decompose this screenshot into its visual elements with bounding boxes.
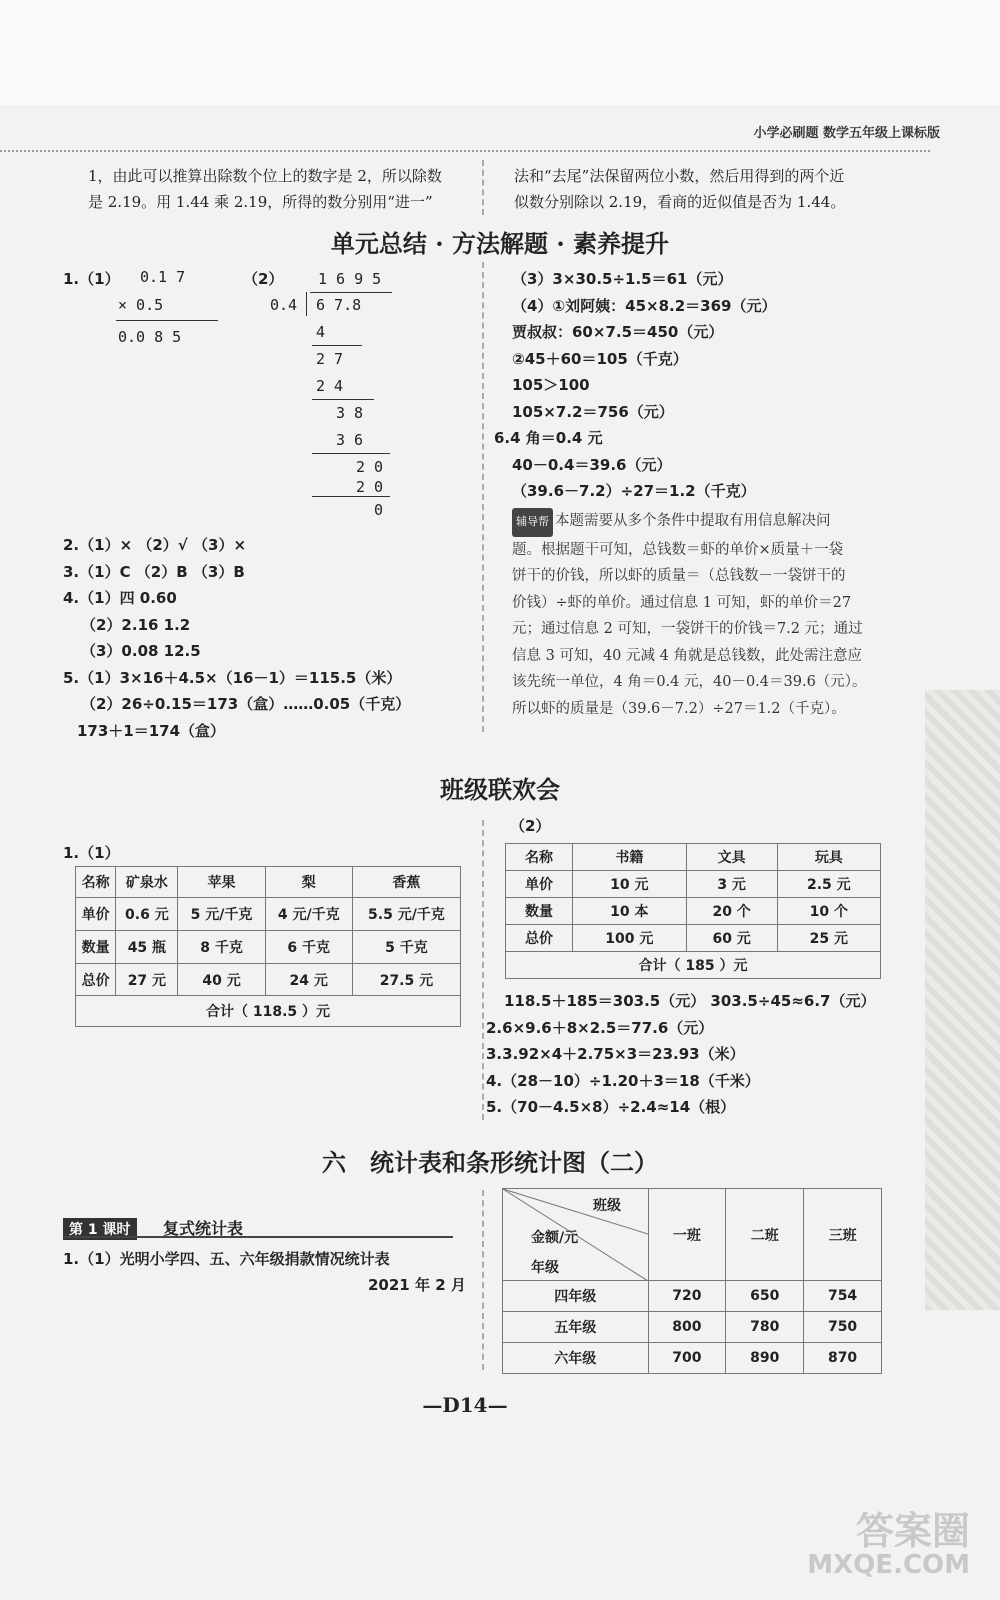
q1-text: 1.（1）光明小学四、五、六年级捐款情况统计表: [63, 1250, 390, 1268]
div-step: 4: [316, 323, 326, 341]
lesson-underline: [63, 1236, 453, 1238]
q2-label: （2）: [510, 817, 551, 835]
top-blank-band: [0, 0, 1000, 105]
table-row: [503, 1312, 882, 1343]
lesson-badge: 第 1 课时: [63, 1218, 137, 1240]
table-row: [506, 898, 881, 925]
table-row: [503, 1343, 882, 1374]
table-cell: 总价: [506, 925, 573, 952]
table-cell: 5 千克: [352, 931, 460, 964]
table-cell: 780: [726, 1312, 804, 1343]
text-line: 似数分别除以 2.19，看商的近似值是否为 1.44。: [514, 193, 846, 211]
table-cell: 书籍: [573, 844, 687, 871]
tip-line: 该先统一单位，4 角＝0.4 元，40－0.4＝39.6（元）。: [512, 674, 867, 690]
table-date: 2021 年 2 月: [368, 1276, 466, 1294]
price-table-2: [505, 843, 881, 979]
tip-line-first: [512, 508, 867, 537]
table-cell: 890: [726, 1343, 804, 1374]
answer-line: （2）26÷0.15＝173（盒）……0.05（千克）: [81, 695, 411, 713]
table-cell: 8 千克: [178, 931, 265, 964]
column-divider: [482, 1190, 484, 1370]
table-cell: 香蕉: [352, 867, 460, 898]
page-number: —D14—: [422, 1393, 508, 1417]
div-quotient: 1 6 9 5: [318, 270, 382, 288]
table-cell: 数量: [76, 931, 116, 964]
answer-line: 2.6×9.6＋8×2.5＝77.6（元）: [486, 1018, 714, 1037]
table-total: 合计（ 118.5 ）元: [76, 996, 461, 1027]
table-cell: 单价: [506, 871, 573, 898]
section2-answers: [486, 988, 875, 1121]
header-divider: [0, 150, 930, 152]
answer-line: （2）2.16 1.2: [81, 615, 191, 634]
table-cell: 5 元/千克: [178, 898, 265, 931]
right-answers: [494, 266, 776, 505]
mult-result: 0.0 8 5: [118, 328, 182, 346]
table-cell: 三班: [804, 1189, 882, 1281]
table-cell: 2.5 元: [777, 871, 880, 898]
table-row: [506, 844, 881, 871]
table-cell: 750: [804, 1312, 882, 1343]
table-cell: 五年级: [503, 1312, 649, 1343]
left-answers: [63, 532, 410, 744]
div-step: 0: [374, 501, 384, 519]
section-title-statistics: 六 统计表和条形统计图（二）: [322, 1148, 658, 1177]
column-divider: [482, 820, 484, 1120]
table-row: [506, 871, 881, 898]
tip-line: 价钱）÷虾的单价。通过信息 1 可知，虾的单价＝27: [512, 594, 852, 611]
table-cell: 754: [804, 1281, 882, 1312]
table-row: [76, 898, 461, 931]
table-cell: 矿泉水: [116, 867, 178, 898]
table-cell: 梨: [265, 867, 352, 898]
table-cell: 27 元: [116, 964, 178, 996]
lesson-title: 复式统计表: [163, 1219, 244, 1238]
table-cell: 六年级: [503, 1343, 649, 1374]
header-grade-label: 年级: [531, 1260, 559, 1276]
table-cell: 40 元: [178, 964, 265, 996]
table-cell: 四年级: [503, 1281, 649, 1312]
watermark-url: MXQE.COM: [807, 1550, 970, 1580]
table-cell: 玩具: [777, 844, 880, 871]
table-corner-cell: [503, 1189, 649, 1281]
answer-line: （3）3×30.5÷1.5＝61（元）: [512, 270, 733, 288]
tip-line: 饼干的价钱，所以虾的质量＝（总钱数－一袋饼干的: [512, 568, 846, 584]
text-line: 1，由此可以推算出除数个位上的数字是 2，所以除数: [88, 167, 442, 185]
table-cell: 720: [648, 1281, 726, 1312]
tip-line: 元；通过信息 2 可知，一袋饼干的价钱＝7.2 元；通过: [512, 621, 863, 637]
book-title: 小学必刷题 数学五年级上课标版: [753, 126, 940, 141]
mult-mid: × 0.5: [118, 296, 164, 314]
table-cell: 20 个: [686, 898, 777, 925]
table-row: [506, 925, 881, 952]
table-cell: 650: [726, 1281, 804, 1312]
div-rule: [312, 496, 390, 497]
table-cell: 总价: [76, 964, 116, 996]
table-cell: 4 元/千克: [265, 898, 352, 931]
answer-line: 6.4 角＝0.4 元: [494, 429, 603, 447]
table-cell: 25 元: [777, 925, 880, 952]
q1-label: 1.（1）: [63, 270, 120, 288]
table-cell: 3 元: [686, 871, 777, 898]
tip-line: 信息 3 可知，40 元减 4 角就是总钱数，此处需注意应: [512, 647, 862, 664]
answer-line: 3.3.92×4＋2.75×3＝23.93（米）: [486, 1045, 745, 1063]
watermark-logo: 答案圈: [855, 1509, 970, 1553]
header-amount-label: 金额/元: [531, 1230, 579, 1246]
table-cell: 6 千克: [265, 931, 352, 964]
table-cell: 0.6 元: [116, 898, 178, 931]
div-step: 2 4: [316, 377, 344, 395]
top-left-text: [88, 163, 442, 215]
div-step: 2 7: [316, 350, 344, 368]
mult-rule: [116, 320, 218, 321]
text-line: 法和“去尾”法保留两位小数，然后用得到的两个近: [514, 167, 845, 185]
table-cell: 名称: [506, 844, 573, 871]
answer-line: 5.（70－4.5×8）÷2.4≈14（根）: [486, 1098, 736, 1116]
mult-top: 0.1 7: [140, 268, 186, 286]
div-dividend: 6 7.8: [316, 296, 362, 314]
donation-table: [502, 1188, 882, 1374]
price-table-1: [75, 866, 461, 1027]
answer-line: 2.（1）× （2）√ （3）×: [63, 536, 247, 554]
div-divisor: 0.4: [270, 296, 298, 314]
answer-line: （4）①刘阿姨：45×8.2＝369（元）: [512, 296, 777, 315]
table-total-row: [76, 996, 461, 1027]
table-cell: 5.5 元/千克: [352, 898, 460, 931]
table-cell: 苹果: [178, 867, 265, 898]
answer-line: 105＞100: [512, 376, 590, 394]
answer-line: 3.（1）C （2）B （3）B: [63, 562, 245, 581]
q1-label: 1.（1）: [63, 844, 120, 862]
answer-line: （39.6－7.2）÷27＝1.2（千克）: [512, 482, 756, 500]
section-title-party: 班级联欢会: [440, 775, 560, 804]
table-row: [503, 1281, 882, 1312]
div-bracket: [306, 292, 307, 316]
table-cell: 700: [648, 1343, 726, 1374]
answer-line: 4.（1）四 0.60: [63, 589, 177, 607]
table-cell: 100 元: [573, 925, 687, 952]
table-row: [76, 964, 461, 996]
div-rule: [312, 399, 374, 400]
tip-text: 本题需要从多个条件中提取有用信息解决问: [555, 513, 831, 529]
div-rule: [312, 453, 390, 454]
table-cell: 24 元: [265, 964, 352, 996]
div-step: 3 6: [336, 431, 364, 449]
text-line: 是 2.19。用 1.44 乘 2.19，所得的数分别用“进一”: [88, 193, 433, 211]
div-step: 2 0: [356, 478, 384, 496]
table-cell: 数量: [506, 898, 573, 925]
table-cell: 800: [648, 1312, 726, 1343]
div-rule: [312, 345, 362, 346]
tip-badge: 辅导帮: [512, 508, 553, 537]
table-cell: 10 个: [777, 898, 880, 925]
table-cell: 单价: [76, 898, 116, 931]
div-bar: [310, 292, 392, 293]
table-cell: 45 瓶: [116, 931, 178, 964]
table-row: [76, 867, 461, 898]
table-cell: 文具: [686, 844, 777, 871]
table-cell: 一班: [648, 1189, 726, 1281]
table-total: 合计（ 185 ）元: [506, 952, 881, 979]
answer-line: 173＋1＝174（盒）: [77, 721, 226, 740]
table-row: [76, 931, 461, 964]
div-step: 2 0: [356, 458, 384, 476]
answer-line: 105×7.2＝756（元）: [512, 402, 674, 421]
table-cell: 名称: [76, 867, 116, 898]
table-cell: 870: [804, 1343, 882, 1374]
table-total-row: [506, 952, 881, 979]
tip-line: 所以虾的质量是（39.6－7.2）÷27＝1.2（千克）。: [512, 700, 846, 717]
table-cell: 60 元: [686, 925, 777, 952]
answer-line: 贾叔叔：60×7.5＝450（元）: [512, 323, 724, 341]
answer-line: 5.（1）3×16＋4.5×（16－1）＝115.5（米）: [63, 668, 402, 687]
q1-2-label: （2）: [243, 270, 284, 288]
tip-box: [512, 508, 867, 722]
section-title-summary: 单元总结 · 方法解题 · 素养提升: [330, 229, 670, 258]
table-header-row: [503, 1189, 882, 1281]
tip-line: 题。根据题干可知，总钱数＝虾的单价×质量＋一袋: [512, 541, 844, 558]
column-divider: [482, 262, 484, 732]
header-class-label: 班级: [593, 1198, 621, 1214]
answer-line: ②45＋60＝105（千克）: [512, 349, 688, 368]
table-cell: 10 元: [573, 871, 687, 898]
answer-line: 4.（28－10）÷1.20＋3＝18（千米）: [486, 1071, 760, 1090]
table-cell: 二班: [726, 1189, 804, 1281]
top-right-text: [514, 163, 845, 215]
div-step: 3 8: [336, 404, 364, 422]
answer-line: 40－0.4＝39.6（元）: [512, 455, 672, 474]
answer-line: （3）0.08 12.5: [81, 642, 201, 660]
answer-line: 118.5＋185＝303.5（元） 303.5÷45≈6.7（元）: [504, 992, 876, 1010]
table-cell: 10 本: [573, 898, 687, 925]
column-divider: [482, 160, 484, 215]
table-cell: 27.5 元: [352, 964, 460, 996]
